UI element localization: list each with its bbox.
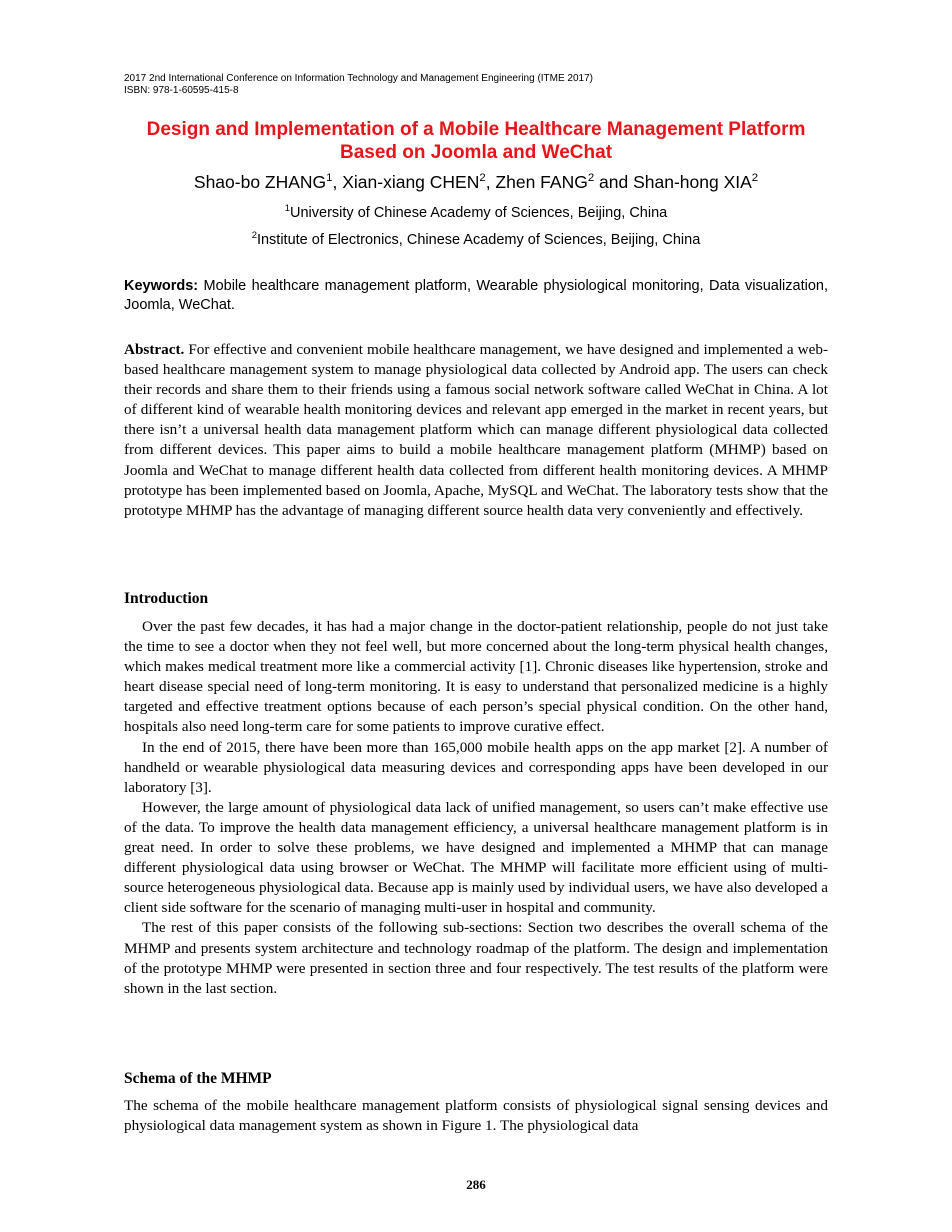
title-line-1: Design and Implementation of a Mobile Healthcare Management Platform <box>146 119 806 140</box>
section-heading-schema: Schema of the MHMP <box>124 1070 272 1087</box>
author-affiliation-mark: 1 <box>326 172 333 185</box>
affiliation-mark: 1 <box>284 202 291 214</box>
abstract <box>124 340 828 521</box>
paragraph: The rest of this paper consists of the following sub-sections: Section two describes the overall schema of the MHMP and presents system architecture and technology roadmap of the platform. The design and implementation of the prototype MHMP were presented in section three and four respectively. The test results of the platform were shown in the last section. <box>124 919 828 997</box>
paragraph: The schema of the mobile healthcare management platform consists of physiological signal sensing devices and physiological data management system as shown in Figure 1. The physiological data <box>124 1097 828 1135</box>
author-name: Shao-bo ZHANG <box>193 172 327 192</box>
author-name: and Shan-hong XIA <box>594 172 752 192</box>
title-line-2: Based on Joomla and WeChat <box>339 142 613 163</box>
conference-header <box>124 73 593 97</box>
author-name: , Zhen FANG <box>485 172 588 192</box>
author-affiliation-mark: 2 <box>751 172 759 185</box>
author-list <box>124 171 828 193</box>
section-heading-introduction: Introduction <box>124 590 209 607</box>
affiliation-text: University of Chinese Academy of Sciences, Beijing, China <box>290 205 668 221</box>
affiliation-mark: 2 <box>251 229 257 241</box>
keywords <box>124 277 828 315</box>
affiliation-2 <box>124 231 828 249</box>
author-affiliation-mark: 2 <box>587 172 595 185</box>
abstract-label: Abstract. <box>124 341 185 358</box>
paragraph: Over the past few decades, it has had a major change in the doctor-patient relationship, people do not just take the time to see a doctor when they not feel well, but more concerned about the long-term physical health changes, which makes medical treatment more like a commercial activity [1]. Chronic diseases like hypertension, stroke and heart disease special need of long-term monitoring. It is easy to understand that personalized medicine is a highly targeted and effective treatment options because of each person’s special physical condition. On the other hand, hospitals also need long-term care for some patients to improve curative effect. <box>124 618 828 736</box>
introduction-body <box>124 617 828 999</box>
affiliation-text: Institute of Electronics, Chinese Academy of Sciences, Beijing, China <box>256 232 701 248</box>
paragraph: In the end of 2015, there have been more than 165,000 mobile health apps on the app market [2]. A number of handheld or wearable physiological data measuring devices and corresponding apps have been developed in our laboratory [3]. <box>124 738 828 796</box>
conference-name: 2017 2nd International Conference on Information Technology and Management Engineering (ITME 2017) <box>124 73 594 84</box>
paper-title <box>124 118 828 164</box>
keywords-text: Mobile healthcare management platform, Wearable physiological monitoring, Data visualization, Joomla, WeChat. <box>124 278 828 313</box>
keywords-label: Keywords: <box>124 278 199 294</box>
abstract-text: For effective and convenient mobile healthcare management, we have designed and implemented a web-based healthcare management system to manage physiological data collected by Android app. The users can check their records and share them to their friends using a famous social network software called WeChat in China. A lot of different kind of wearable health monitoring devices and relevant app emerged in the market in recent years, but there isn’t a universal health data management platform which can manage different physiological data collected from different devices. This paper aims to build a mobile healthcare management platform (MHMP) based on Joomla and WeChat to manage different health data collected from different health monitoring devices. A MHMP prototype has been implemented based on Joomla, Apache, MySQL and WeChat. The laboratory tests show that the prototype MHMP has the advantage of managing different source health data very conveniently and effectively. <box>124 341 828 519</box>
isbn: ISBN: 978-1-60595-415-8 <box>124 85 239 96</box>
page-number: 286 <box>466 1177 486 1192</box>
affiliation-1 <box>124 204 828 222</box>
schema-body <box>124 1096 828 1136</box>
author-name: , Xian-xiang CHEN <box>332 172 480 192</box>
paragraph: However, the large amount of physiological data lack of unified management, so users can’t make effective use of the data. To improve the health data management efficiency, a universal healthcare management platform is in great need. In order to solve these problems, we have designed and implemented a MHMP that can manage different physiological data using browser or WeChat. The MHMP will facilitate more efficient using of multi-source heterogeneous physiological data. Because app is mainly used by individual users, we have also developed a client side software for the scenario of managing multi-user in hospital and community. <box>124 798 828 917</box>
author-affiliation-mark: 2 <box>479 172 486 185</box>
